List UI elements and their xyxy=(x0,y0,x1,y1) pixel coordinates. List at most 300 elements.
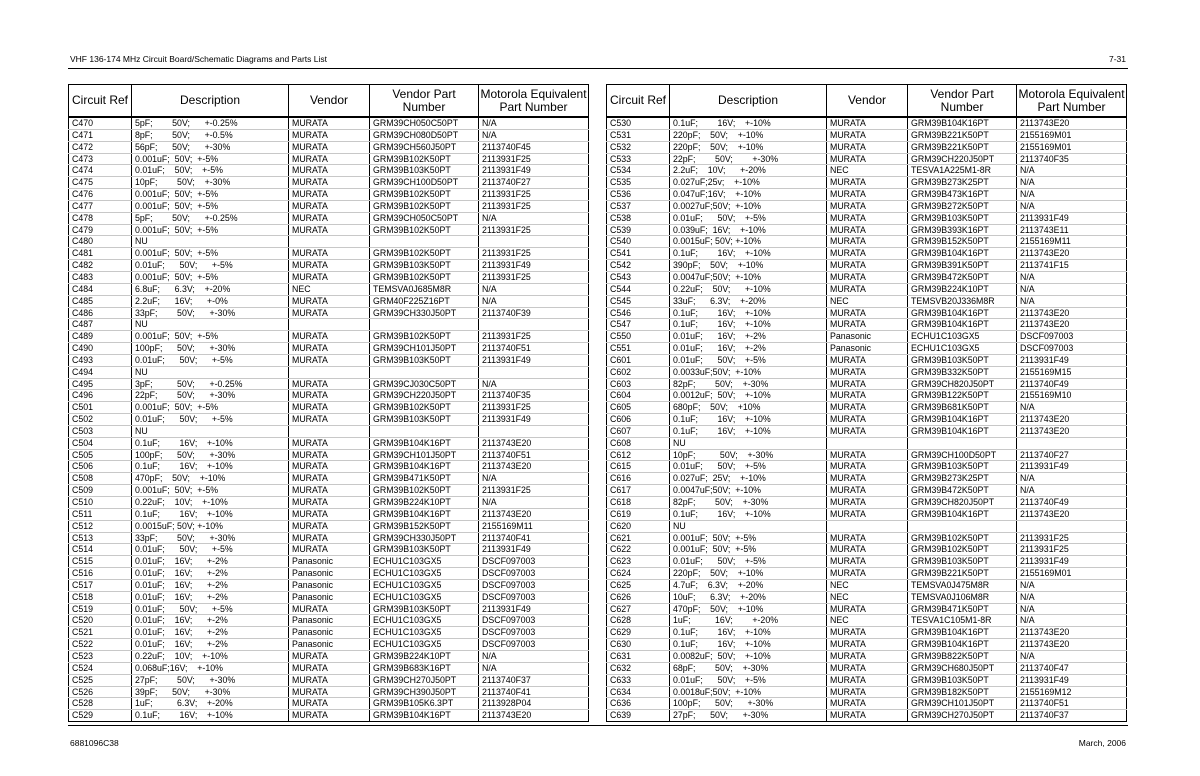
cell-vendor: MURATA xyxy=(827,485,908,497)
table-row xyxy=(607,354,1127,366)
table-row xyxy=(607,639,1127,651)
col-header-vendor-part-number: Vendor Part Number xyxy=(370,85,479,118)
cell-vendor-part-number: GRM39B272K50PT xyxy=(908,200,1017,212)
table-row xyxy=(607,698,1127,710)
cell-motorola-part-number: 2113740F37 xyxy=(479,674,589,686)
cell-circuit-ref: C621 xyxy=(607,532,670,544)
table-row xyxy=(607,497,1127,509)
cell-vendor: Panasonic xyxy=(289,627,370,639)
cell-circuit-ref: C616 xyxy=(607,473,670,485)
table-row xyxy=(69,520,589,532)
cell-description: 3pF; 50V; +-0.25% xyxy=(132,378,289,390)
cell-description: 0.01uF; 50V; +-5% xyxy=(132,414,289,426)
cell-vendor-part-number: GRM39B102K50PT xyxy=(370,331,479,343)
table-row xyxy=(69,568,589,580)
cell-description: 0.1uF; 16V; +-10% xyxy=(670,319,827,331)
table-row xyxy=(607,402,1127,414)
cell-vendor-part-number: ECHU1C103GX5 xyxy=(370,615,479,627)
cell-vendor-part-number: GRM39B105K6.3PT xyxy=(370,698,479,710)
cell-circuit-ref: C535 xyxy=(607,177,670,189)
cell-vendor: MURATA xyxy=(827,271,908,283)
cell-description: 0.01uF; 16V; +-2% xyxy=(132,556,289,568)
cell-vendor: MURATA xyxy=(827,200,908,212)
cell-vendor-part-number: GRM39B393K16PT xyxy=(908,224,1017,236)
table-row xyxy=(607,271,1127,283)
cell-motorola-part-number: 2113740F27 xyxy=(1017,449,1127,461)
cell-vendor-part-number: GRM39CH101J50PT xyxy=(370,343,479,355)
cell-motorola-part-number: 2113740F45 xyxy=(479,141,589,153)
cell-vendor: MURATA xyxy=(827,556,908,568)
cell-vendor-part-number: GRM39B104K16PT xyxy=(908,414,1017,426)
table-row xyxy=(69,508,589,520)
cell-description: 100pF; 50V; +-30% xyxy=(132,343,289,355)
cell-vendor-part-number: GRM39B152K50PT xyxy=(370,520,479,532)
table-row xyxy=(607,331,1127,343)
cell-vendor: MURATA xyxy=(289,461,370,473)
cell-vendor: MURATA xyxy=(289,378,370,390)
cell-vendor: MURATA xyxy=(827,354,908,366)
cell-description: 68pF; 50V; +-30% xyxy=(670,662,827,674)
cell-vendor-part-number: GRM39CH100D50PT xyxy=(908,449,1017,461)
cell-vendor-part-number: GRM39B103K50PT xyxy=(370,165,479,177)
cell-circuit-ref: C501 xyxy=(69,402,132,414)
cell-circuit-ref: C632 xyxy=(607,662,670,674)
cell-description: 0.01uF; 16V; +-2% xyxy=(132,615,289,627)
cell-motorola-part-number: N/A xyxy=(479,650,589,662)
cell-circuit-ref: C617 xyxy=(607,485,670,497)
cell-motorola-part-number: 2113931F25 xyxy=(479,248,589,260)
table-row xyxy=(69,698,589,710)
table-row xyxy=(607,224,1127,236)
cell-description: 6.8uF; 6.3V; +-20% xyxy=(132,283,289,295)
cell-description: 82pF; 50V; +-30% xyxy=(670,378,827,390)
cell-circuit-ref: C532 xyxy=(607,141,670,153)
cell-description: 0.001uF; 50V; +-5% xyxy=(670,544,827,556)
table-row xyxy=(69,283,589,295)
cell-motorola-part-number: 2113931F49 xyxy=(479,354,589,366)
cell-circuit-ref: C541 xyxy=(607,248,670,260)
cell-motorola-part-number: DSCF097003 xyxy=(1017,331,1127,343)
cell-circuit-ref: C486 xyxy=(69,307,132,319)
cell-description: 0.047uF;16V; +-10% xyxy=(670,189,827,201)
cell-vendor-part-number: GRM39B103K50PT xyxy=(370,354,479,366)
cell-description: 0.0047uF;50V; +-10% xyxy=(670,485,827,497)
cell-description: 4.7uF; 6.3V; +-20% xyxy=(670,579,827,591)
cell-vendor-part-number xyxy=(370,236,479,248)
table-row xyxy=(69,449,589,461)
cell-vendor: Panasonic xyxy=(289,591,370,603)
table-row xyxy=(607,189,1127,201)
cell-motorola-part-number: N/A xyxy=(1017,485,1127,497)
cell-vendor-part-number: ECHU1C103GX5 xyxy=(370,568,479,580)
cell-motorola-part-number: DSCF097003 xyxy=(1017,343,1127,355)
cell-motorola-part-number xyxy=(479,319,589,331)
cell-description: 0.0012uF; 50V; +-10% xyxy=(670,390,827,402)
cell-vendor: MURATA xyxy=(827,639,908,651)
cell-motorola-part-number: 2113743E20 xyxy=(1017,307,1127,319)
cell-vendor-part-number: GRM39CH820J50PT xyxy=(908,378,1017,390)
cell-vendor-part-number: GRM39B104K16PT xyxy=(908,627,1017,639)
cell-motorola-part-number: 2113740F51 xyxy=(479,449,589,461)
cell-motorola-part-number: 2113931F25 xyxy=(479,331,589,343)
table-row xyxy=(607,153,1127,165)
cell-circuit-ref: C490 xyxy=(69,343,132,355)
cell-circuit-ref: C546 xyxy=(607,307,670,319)
cell-vendor-part-number: GRM39B221K50PT xyxy=(908,141,1017,153)
cell-circuit-ref: C533 xyxy=(607,153,670,165)
cell-vendor-part-number: GRM39B102K50PT xyxy=(370,153,479,165)
cell-vendor-part-number: GRM39B103K50PT xyxy=(908,674,1017,686)
cell-description: 100pF; 50V; +-30% xyxy=(670,698,827,710)
cell-vendor: MURATA xyxy=(289,165,370,177)
table-row xyxy=(69,627,589,639)
cell-vendor-part-number: GRM39B683K16PT xyxy=(370,662,479,674)
document-title: VHF 136-174 MHz Circuit Board/Schematic Diagrams and Parts List xyxy=(70,54,327,64)
cell-vendor: MURATA xyxy=(289,402,370,414)
cell-vendor-part-number: GRM39CH330J50PT xyxy=(370,532,479,544)
cell-vendor: Panasonic xyxy=(289,639,370,651)
cell-vendor-part-number xyxy=(370,425,479,437)
cell-vendor-part-number: GRM39B102K50PT xyxy=(908,544,1017,556)
cell-circuit-ref: C602 xyxy=(607,366,670,378)
cell-motorola-part-number: N/A xyxy=(479,212,589,224)
cell-vendor-part-number: GRM39B182K50PT xyxy=(908,686,1017,698)
cell-motorola-part-number: 2113743E20 xyxy=(1017,117,1127,129)
cell-description: 0.1uF; 16V; +-10% xyxy=(670,639,827,651)
cell-motorola-part-number: 2113743E20 xyxy=(479,710,589,722)
cell-motorola-part-number: 2155169M10 xyxy=(1017,390,1127,402)
cell-vendor-part-number: GRM39B332K50PT xyxy=(908,366,1017,378)
cell-vendor: MURATA xyxy=(827,212,908,224)
cell-description: 0.01uF; 16V; +-2% xyxy=(670,343,827,355)
table-row xyxy=(69,177,589,189)
cell-vendor-part-number xyxy=(370,319,479,331)
cell-vendor-part-number: GRM39B103K50PT xyxy=(908,354,1017,366)
cell-circuit-ref: C550 xyxy=(607,331,670,343)
cell-description: 1uF; 16V; +-20% xyxy=(670,615,827,627)
cell-motorola-part-number: 2113740F51 xyxy=(479,343,589,355)
cell-vendor: MURATA xyxy=(827,425,908,437)
cell-description: NU xyxy=(670,437,827,449)
cell-vendor-part-number: GRM39B104K16PT xyxy=(908,117,1017,129)
table-row xyxy=(607,366,1127,378)
cell-description: 0.01uF; 50V; +-5% xyxy=(132,603,289,615)
cell-motorola-part-number xyxy=(479,425,589,437)
cell-vendor-part-number: GRM39B103K50PT xyxy=(370,414,479,426)
col-header-vendor: Vendor xyxy=(289,85,370,118)
cell-motorola-part-number: 2155169M11 xyxy=(1017,236,1127,248)
cell-motorola-part-number: 2113740F47 xyxy=(1017,662,1127,674)
cell-vendor-part-number: GRM39B103K50PT xyxy=(370,544,479,556)
cell-vendor xyxy=(289,425,370,437)
table-row xyxy=(69,532,589,544)
cell-circuit-ref: C516 xyxy=(69,568,132,580)
cell-description: 0.01uF; 16V; +-2% xyxy=(132,627,289,639)
cell-description: 33uF; 6.3V; +-20% xyxy=(670,295,827,307)
table-row xyxy=(607,485,1127,497)
cell-description: 10pF; 50V; +-30% xyxy=(670,449,827,461)
cell-description: 0.001uF; 50V; +-5% xyxy=(670,532,827,544)
cell-motorola-part-number: 2155169M01 xyxy=(1017,568,1127,580)
cell-motorola-part-number: N/A xyxy=(1017,189,1127,201)
cell-vendor: MURATA xyxy=(827,129,908,141)
cell-motorola-part-number: 2113931F25 xyxy=(479,402,589,414)
table-row xyxy=(69,354,589,366)
cell-circuit-ref: C605 xyxy=(607,402,670,414)
table-row xyxy=(69,615,589,627)
cell-motorola-part-number: 2113931F25 xyxy=(479,485,589,497)
cell-vendor xyxy=(827,520,908,532)
col-header-motorola-part-number: Motorola Equivalent Part Number xyxy=(1017,85,1127,118)
cell-motorola-part-number: 2113741F15 xyxy=(1017,260,1127,272)
cell-circuit-ref: C475 xyxy=(69,177,132,189)
cell-motorola-part-number: 2113743E20 xyxy=(479,461,589,473)
cell-description: 27pF; 50V; +-30% xyxy=(132,674,289,686)
cell-motorola-part-number: N/A xyxy=(1017,165,1127,177)
cell-vendor: MURATA xyxy=(289,473,370,485)
cell-vendor-part-number: GRM39CH820J50PT xyxy=(908,497,1017,509)
cell-motorola-part-number: N/A xyxy=(479,283,589,295)
table-row xyxy=(69,366,589,378)
cell-motorola-part-number xyxy=(1017,520,1127,532)
parts-table-right xyxy=(606,84,1127,722)
cell-motorola-part-number: 2113931F49 xyxy=(1017,212,1127,224)
cell-motorola-part-number: N/A xyxy=(479,473,589,485)
parts-table-left xyxy=(68,84,589,722)
cell-vendor-part-number: GRM39B472K50PT xyxy=(908,485,1017,497)
cell-vendor-part-number: GRM39CH680J50PT xyxy=(908,662,1017,674)
cell-vendor-part-number: GRM39B102K50PT xyxy=(370,200,479,212)
footer-rule xyxy=(68,725,1128,726)
cell-circuit-ref: C477 xyxy=(69,200,132,212)
cell-circuit-ref: C542 xyxy=(607,260,670,272)
table-row xyxy=(607,603,1127,615)
cell-description: 33pF; 50V; +-30% xyxy=(132,532,289,544)
table-row xyxy=(69,343,589,355)
cell-description: 0.039uF; 16V; +-10% xyxy=(670,224,827,236)
cell-vendor: Panasonic xyxy=(289,556,370,568)
cell-motorola-part-number: N/A xyxy=(1017,283,1127,295)
table-row xyxy=(607,544,1127,556)
cell-motorola-part-number: N/A xyxy=(1017,591,1127,603)
cell-vendor: MURATA xyxy=(827,710,908,722)
cell-vendor: MURATA xyxy=(289,662,370,674)
cell-description: 0.01uF; 50V; +-5% xyxy=(670,674,827,686)
cell-motorola-part-number xyxy=(479,236,589,248)
cell-description: 680pF; 50V; +10% xyxy=(670,402,827,414)
cell-motorola-part-number: N/A xyxy=(1017,579,1127,591)
cell-vendor-part-number: GRM39B103K50PT xyxy=(370,603,479,615)
cell-vendor: MURATA xyxy=(289,698,370,710)
cell-description: 0.001uF; 50V; +-5% xyxy=(132,248,289,260)
cell-vendor-part-number: GRM39B103K50PT xyxy=(908,212,1017,224)
cell-vendor-part-number: TESVA1C105M1-8R xyxy=(908,615,1017,627)
cell-vendor-part-number: GRM39CH100D50PT xyxy=(370,177,479,189)
cell-vendor-part-number: GRM39B104K16PT xyxy=(908,639,1017,651)
cell-circuit-ref: C545 xyxy=(607,295,670,307)
cell-description: 0.027uF;25v; +-10% xyxy=(670,177,827,189)
cell-circuit-ref: C607 xyxy=(607,425,670,437)
cell-vendor: MURATA xyxy=(827,224,908,236)
cell-circuit-ref: C485 xyxy=(69,295,132,307)
cell-circuit-ref: C543 xyxy=(607,271,670,283)
cell-motorola-part-number: N/A xyxy=(1017,615,1127,627)
table-row xyxy=(607,686,1127,698)
table-row xyxy=(69,248,589,260)
table-row xyxy=(607,556,1127,568)
table-row xyxy=(607,591,1127,603)
table-row xyxy=(607,260,1127,272)
cell-vendor-part-number: GRM39B224K10PT xyxy=(908,283,1017,295)
cell-description: 0.1uF; 16V; +-10% xyxy=(670,508,827,520)
cell-description: 220pF; 50V; +-10% xyxy=(670,129,827,141)
cell-description: 5pF; 50V; +-0.25% xyxy=(132,117,289,129)
cell-vendor-part-number: GRM39B122K50PT xyxy=(908,390,1017,402)
cell-description: 0.01uF; 50V; +-5% xyxy=(132,260,289,272)
cell-motorola-part-number: 2155169M11 xyxy=(479,520,589,532)
cell-circuit-ref: C510 xyxy=(69,497,132,509)
cell-motorola-part-number: 2113743E20 xyxy=(1017,319,1127,331)
table-row xyxy=(607,295,1127,307)
cell-vendor: MURATA xyxy=(289,117,370,129)
cell-vendor-part-number xyxy=(370,366,479,378)
cell-vendor: MURATA xyxy=(827,189,908,201)
table-row xyxy=(69,236,589,248)
header-rule xyxy=(68,68,1128,69)
cell-motorola-part-number: 2113743E11 xyxy=(1017,224,1127,236)
cell-motorola-part-number: DSCF097003 xyxy=(479,556,589,568)
cell-motorola-part-number: 2113743E20 xyxy=(1017,639,1127,651)
table-row xyxy=(607,165,1127,177)
cell-vendor-part-number: TESVA1A225M1-8R xyxy=(908,165,1017,177)
col-header-vendor: Vendor xyxy=(827,85,908,118)
cell-vendor: MURATA xyxy=(827,260,908,272)
cell-circuit-ref: C495 xyxy=(69,378,132,390)
cell-circuit-ref: C540 xyxy=(607,236,670,248)
cell-motorola-part-number: N/A xyxy=(1017,603,1127,615)
cell-circuit-ref: C479 xyxy=(69,224,132,236)
cell-motorola-part-number: N/A xyxy=(479,497,589,509)
page-number: 7-31 xyxy=(1108,54,1126,64)
cell-motorola-part-number: 2113743E20 xyxy=(1017,627,1127,639)
col-header-motorola-part-number: Motorola Equivalent Part Number xyxy=(479,85,589,118)
cell-description: 0.01uF; 50V; +-5% xyxy=(670,556,827,568)
table-row xyxy=(69,710,589,722)
cell-vendor-part-number: GRM39CH560J50PT xyxy=(370,141,479,153)
table-row xyxy=(69,485,589,497)
cell-vendor-part-number: GRM39B102K50PT xyxy=(370,271,479,283)
table-row xyxy=(69,200,589,212)
table-row xyxy=(607,662,1127,674)
table-row xyxy=(69,390,589,402)
table-row xyxy=(607,236,1127,248)
cell-motorola-part-number: 2155169M12 xyxy=(1017,686,1127,698)
cell-description: 22pF; 50V; +-30% xyxy=(132,390,289,402)
col-header-vendor-part-number: Vendor Part Number xyxy=(908,85,1017,118)
cell-vendor: MURATA xyxy=(827,449,908,461)
cell-description: 0.1uF; 16V; +-10% xyxy=(670,425,827,437)
cell-vendor-part-number: GRM39CH330J50PT xyxy=(370,307,479,319)
cell-motorola-part-number: N/A xyxy=(479,129,589,141)
cell-vendor: MURATA xyxy=(827,461,908,473)
cell-vendor-part-number xyxy=(908,437,1017,449)
cell-description: 0.01uF; 16V; +-2% xyxy=(670,331,827,343)
cell-description: 10uF; 6.3V; +-20% xyxy=(670,591,827,603)
cell-circuit-ref: C514 xyxy=(69,544,132,556)
cell-motorola-part-number: 2113931F49 xyxy=(479,260,589,272)
cell-description: 470pF; 50V; +-10% xyxy=(132,473,289,485)
table-row xyxy=(69,224,589,236)
cell-description: 0.1uF; 16V; +-10% xyxy=(132,461,289,473)
cell-vendor: MURATA xyxy=(827,117,908,129)
cell-circuit-ref: C620 xyxy=(607,520,670,532)
table-row xyxy=(607,461,1127,473)
cell-vendor: Panasonic xyxy=(827,331,908,343)
cell-description: NU xyxy=(132,425,289,437)
cell-circuit-ref: C523 xyxy=(69,650,132,662)
table-row xyxy=(607,414,1127,426)
cell-motorola-part-number xyxy=(1017,437,1127,449)
table-row xyxy=(69,603,589,615)
cell-description: 0.1uF; 16V; +-10% xyxy=(132,437,289,449)
table-row xyxy=(69,674,589,686)
cell-description: 22pF; 50V; +-30% xyxy=(670,153,827,165)
cell-vendor: MURATA xyxy=(289,544,370,556)
cell-vendor: MURATA xyxy=(289,390,370,402)
cell-vendor: MURATA xyxy=(289,307,370,319)
table-row xyxy=(607,212,1127,224)
cell-vendor-part-number: GRM40F225Z16PT xyxy=(370,295,479,307)
cell-vendor: Panasonic xyxy=(289,568,370,580)
cell-circuit-ref: C503 xyxy=(69,425,132,437)
cell-motorola-part-number: 2113931F25 xyxy=(479,153,589,165)
cell-description: 0.22uF; 50V; +-10% xyxy=(670,283,827,295)
cell-circuit-ref: C504 xyxy=(69,437,132,449)
cell-motorola-part-number xyxy=(479,366,589,378)
cell-description: 0.027uF; 25V; +-10% xyxy=(670,473,827,485)
table-row xyxy=(69,319,589,331)
table-row xyxy=(607,579,1127,591)
table-row xyxy=(69,141,589,153)
cell-vendor-part-number: GRM39B224K10PT xyxy=(370,497,479,509)
cell-vendor-part-number: GRM39CH270J50PT xyxy=(908,710,1017,722)
cell-circuit-ref: C603 xyxy=(607,378,670,390)
cell-vendor: MURATA xyxy=(827,662,908,674)
cell-description: 0.01uF; 50V; +-5% xyxy=(670,461,827,473)
cell-vendor: MURATA xyxy=(289,650,370,662)
cell-circuit-ref: C526 xyxy=(69,686,132,698)
cell-circuit-ref: C537 xyxy=(607,200,670,212)
cell-vendor: NEC xyxy=(827,295,908,307)
cell-motorola-part-number: N/A xyxy=(1017,177,1127,189)
cell-vendor-part-number: GRM39B103K50PT xyxy=(908,556,1017,568)
table-row xyxy=(69,295,589,307)
table-row xyxy=(69,473,589,485)
cell-description: 33pF; 50V; +-30% xyxy=(132,307,289,319)
cell-description: 0.001uF; 50V; +-5% xyxy=(132,189,289,201)
cell-motorola-part-number: 2113931F25 xyxy=(479,271,589,283)
cell-description: 0.0015uF; 50V; +-10% xyxy=(670,236,827,248)
cell-vendor-part-number: GRM39B104K16PT xyxy=(370,710,479,722)
cell-description: 0.0027uF;50V; +-10% xyxy=(670,200,827,212)
cell-vendor: MURATA xyxy=(289,153,370,165)
cell-circuit-ref: C493 xyxy=(69,354,132,366)
cell-description: 0.1uF; 16V; +-10% xyxy=(670,117,827,129)
cell-vendor xyxy=(827,437,908,449)
cell-motorola-part-number: 2155169M01 xyxy=(1017,129,1127,141)
cell-circuit-ref: C518 xyxy=(69,591,132,603)
cell-vendor-part-number: GRM39B104K16PT xyxy=(370,461,479,473)
